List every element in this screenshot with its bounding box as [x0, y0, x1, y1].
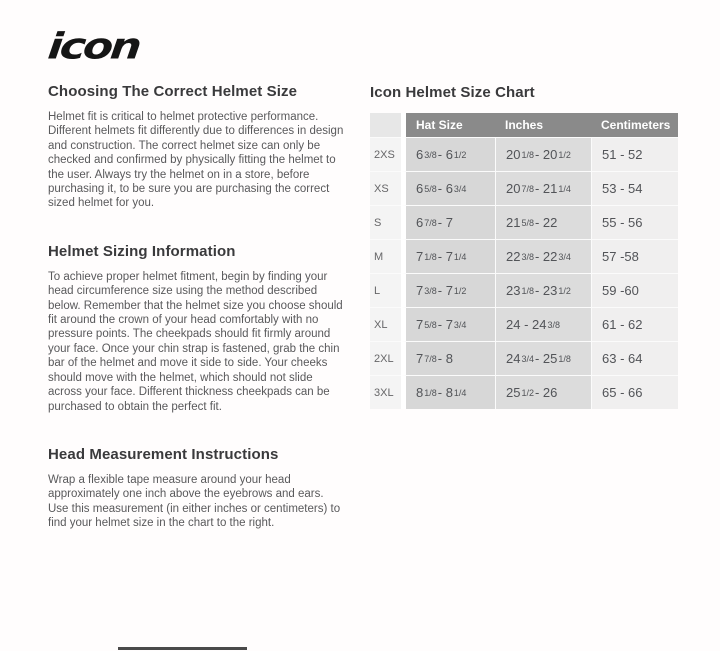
icon-logo	[45, 20, 141, 68]
centimeters-value: 57 -58	[591, 239, 678, 273]
inches-value: 22 3/8 - 22 3/4	[495, 239, 591, 273]
centimeters-value: 65 - 66	[591, 375, 678, 409]
section-heading: Head Measurement Instructions	[48, 445, 279, 463]
size-chart-column	[370, 84, 680, 409]
column-header-size	[370, 113, 401, 137]
size-label: 2XS	[370, 137, 401, 171]
hat-size-value: 7 1/8 - 7 1/4	[401, 239, 495, 273]
centimeters-value: 59 -60	[591, 273, 678, 307]
size-label: 3XL	[370, 375, 401, 409]
bottom-bar	[118, 647, 247, 650]
hat-size-value: 7 3/8 - 7 1/2	[401, 273, 495, 307]
inches-value: 20 1/8 - 20 1/2	[495, 137, 591, 171]
section-choosing-helmet-size	[48, 83, 346, 211]
size-label: XL	[370, 307, 401, 341]
section-sizing-information	[48, 243, 346, 414]
inches-value: 24 - 24 3/8	[495, 307, 591, 341]
section-body: To achieve proper helmet fitment, begin by finding your head circumference size using the method described below. Remember that the helmet size you choose should fit around the crown of your head comfortably with no pressure points. The cheekpads should fit firmly around your face. Once your chin strap is fastened, grab the chin bar of the helmet and move it side to side. Your cheeks should move with the helmet, which should not slide across your face. Different thickness cheekpads can be purchased to obtain the perfect fit.	[48, 270, 343, 413]
inches-value: 20 7/8 - 21 1/4	[495, 171, 591, 205]
inches-value: 24 3/4 - 25 1/8	[495, 341, 591, 375]
size-label: 2XL	[370, 341, 401, 375]
section-heading: Helmet Sizing Information	[48, 242, 236, 260]
size-label: L	[370, 273, 401, 307]
centimeters-value: 55 - 56	[591, 205, 678, 239]
size-chart-title: Icon Helmet Size Chart	[370, 84, 535, 101]
section-body: Wrap a flexible tape measure around your head approximately one inch above the eyebrows and ears. Use this measurement (in either inches or centimeters) to find your helmet size in the chart to the right.	[48, 473, 341, 530]
centimeters-value: 63 - 64	[591, 341, 678, 375]
hat-size-value: 7 5/8 - 7 3/4	[401, 307, 495, 341]
centimeters-value: 53 - 54	[591, 171, 678, 205]
hat-size-value: 6 5/8 - 6 3/4	[401, 171, 495, 205]
icon-logo-text: icon	[45, 25, 141, 68]
hat-size-value: 7 7/8 - 8	[401, 341, 495, 375]
hat-size-value: 6 3/8 - 6 1/2	[401, 137, 495, 171]
size-label: XS	[370, 171, 401, 205]
section-body: Helmet fit is critical to helmet protective performance. Different helmets fit differently due to differences in design and construction. The correct helmet size can only be checked and confirmed by physically fitting the helmet to the user. Always try the helmet on in a store, before purchasing it, to be sure you are purchasing the correct sized helmet for you.	[48, 111, 344, 210]
hat-size-value: 8 1/8 - 8 1/4	[401, 375, 495, 409]
column-header-inches: Inches	[495, 113, 591, 137]
info-column	[48, 83, 346, 563]
size-label: M	[370, 239, 401, 273]
hat-size-value: 6 7/8 - 7	[401, 205, 495, 239]
column-header-centimeters: Centimeters	[591, 113, 678, 137]
inches-value: 25 1/2 - 26	[495, 375, 591, 409]
size-chart-table	[370, 113, 680, 409]
size-label: S	[370, 205, 401, 239]
inches-value: 21 5/8 - 22	[495, 205, 591, 239]
centimeters-value: 61 - 62	[591, 307, 678, 341]
column-header-hat-size: Hat Size	[401, 113, 495, 137]
section-head-measurement	[48, 446, 346, 531]
centimeters-value: 51 - 52	[591, 137, 678, 171]
inches-value: 23 1/8 - 23 1/2	[495, 273, 591, 307]
section-heading: Choosing The Correct Helmet Size	[48, 83, 298, 100]
